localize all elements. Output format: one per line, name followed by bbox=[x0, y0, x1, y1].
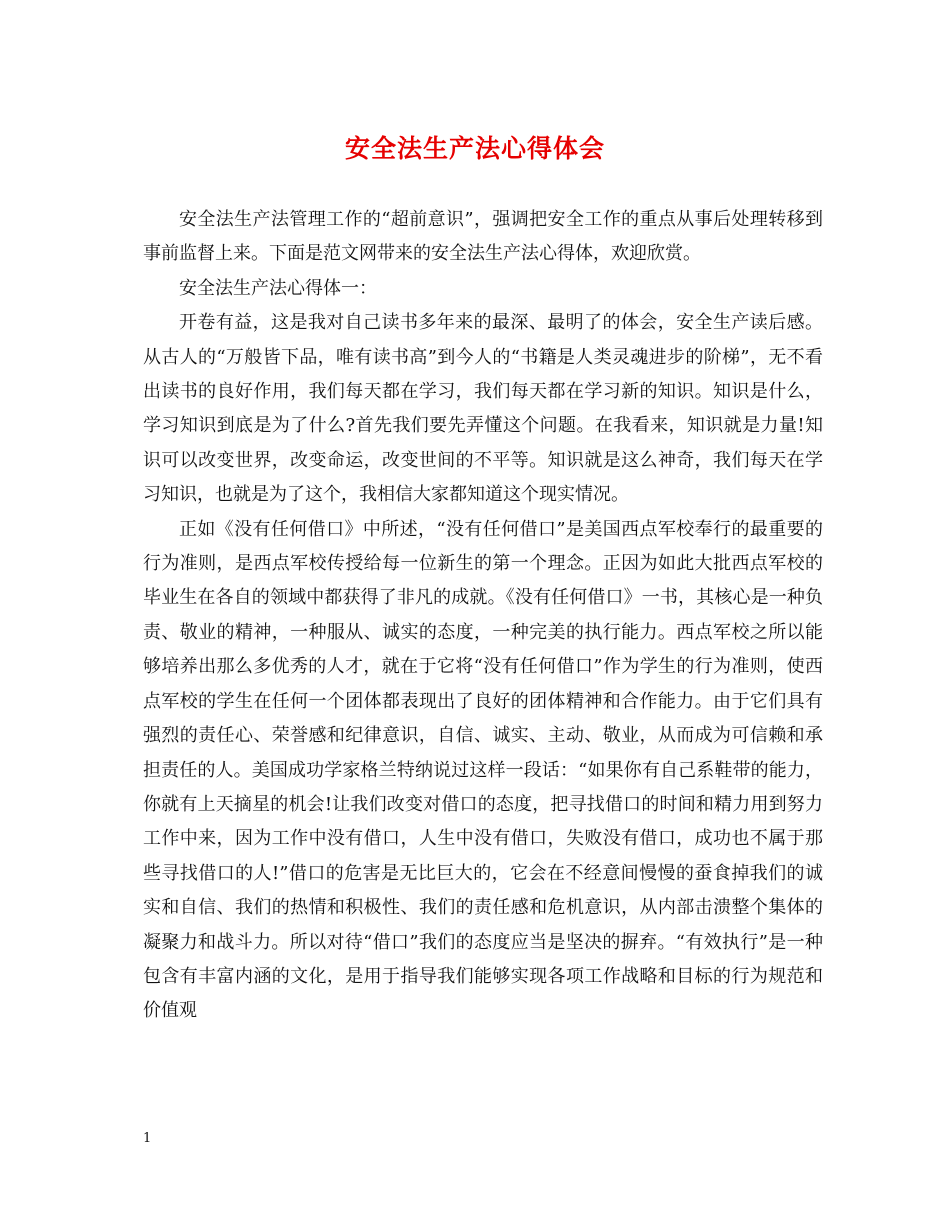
paragraph-reading: 开卷有益，这是我对自己读书多年来的最深、最明了的体会，安全生产读后感。从古人的“万般皆下品，唯有读书高”到今人的“书籍是人类灵魂进步的阶梯”，无不看出读书的良好作用，我们每天都在学习，我们每天都在学习新的知识。知识是什么，学习知识到底是为了什么?首先我们要先弄懂这个问题。在我看来，知识就是力量!知识可以改变世界，改变命运，改变世间的不平等。知识就是这么神奇，我们每天在学习知识，也就是为了这个，我相信大家都知道这个现实情况。 bbox=[143, 312, 823, 506]
paragraph-heading-one: 安全法生产法心得体一： bbox=[179, 277, 377, 299]
paragraph-no-excuses: 正如《没有任何借口》中所述，“没有任何借口”是美国西点军校奉行的最重要的行为准则，是西点军校传授给每一位新生的第一个理念。正因为如此大批西点军校的毕业生在各自的领域中都获得了非凡的成就。《没有任何借口》一书，其核心是一种负责、敬业的精神，一种服从、诚实的态度，一种完美的执行能力。西点军校之所以能够培养出那么多优秀的人才，就在于它将“没有任何借口”作为学生的行为准则，使西点军校的学生在任何一个团体都表现出了良好的团体精神和合作能力。由于它们具有强烈的责任心、荣誉感和纪律意识，自信、诚实、主动、敬业，从而成为可信赖和承担责任的人。美国成功学家格兰特纳说过这样一段话：“如果你有自己系鞋带的能力，你就有上天摘星的机会!让我们改变对借口的态度，把寻找借口的时间和精力用到努力工作中来，因为工作中没有借口，人生中没有借口，失败没有借口，成功也不属于那些寻找借口的人!”借口的危害是无比巨大的，它会在不经意间慢慢的蚕食掉我们的诚实和自信、我们的热情和积极性、我们的责任感和危机意识，从内部击溃整个集体的凝聚力和战斗力。所以对待“借口”我们的态度应当是坚决的摒弃。“有效执行”是一种包含有丰富内涵的文化，是用于指导我们能够实现各项工作战略和目标的行为规范和价值观 bbox=[143, 518, 823, 1022]
document-title: 安全法生产法心得体会 bbox=[344, 134, 605, 163]
paragraph-intro: 安全法生产法管理工作的“超前意识”，强调把安全工作的重点从事后处理转移到事前监督上来。下面是范文网带来的安全法生产法心得体，欢迎欣赏。 bbox=[143, 209, 823, 265]
document-body bbox=[143, 203, 823, 1029]
page-number: 1 bbox=[143, 1131, 152, 1146]
